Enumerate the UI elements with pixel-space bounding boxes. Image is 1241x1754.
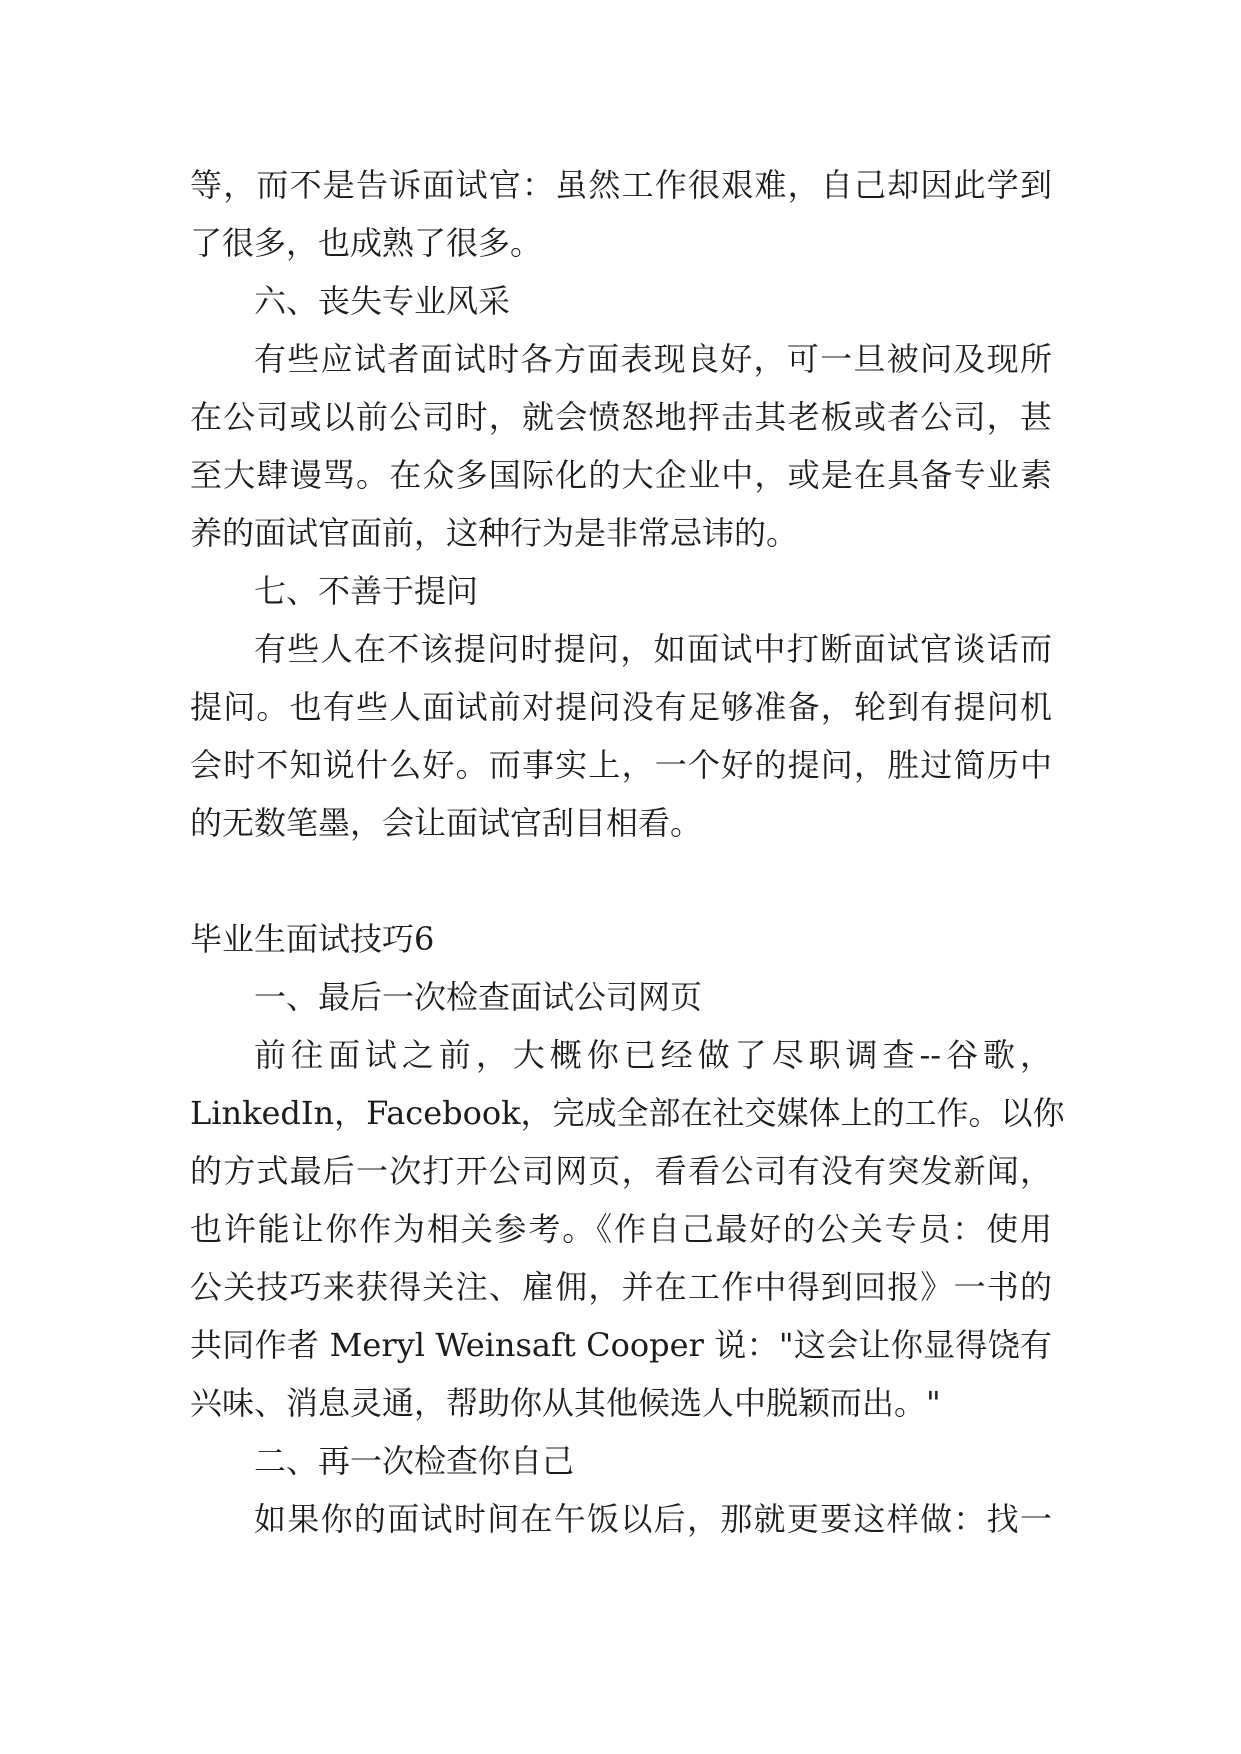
section-title: 毕业生面试技巧6: [190, 920, 435, 958]
text-line: 了很多，也成熟了很多。: [190, 224, 543, 262]
text-line: 等，而不是告诉面试官：虽然工作很艰难，自己却因此学到: [190, 166, 1052, 204]
text-line: 至大肆谩骂。在众多国际化的大企业中，或是在具备专业素: [190, 456, 1052, 494]
text-line: 前往面试之前，大概你已经做了尽职调查--谷歌，: [254, 1036, 1052, 1074]
text-line: 的方式最后一次打开公司网页，看看公司有没有突发新闻，: [190, 1152, 1052, 1190]
paragraph-intro-continued: [190, 156, 1052, 272]
text-line: 提问。也有些人面试前对提问没有足够准备，轮到有提问机: [190, 688, 1052, 726]
text-line: 养的面试官面前，这种行为是非常忌讳的。: [190, 514, 799, 552]
paragraph-questions: [190, 620, 1052, 852]
text-line: 也许能让你作为相关参考。《作自己最好的公关专员：使用: [190, 1210, 1052, 1248]
text-line: 在公司或以前公司时，就会愤怒地抨击其老板或者公司，甚: [190, 398, 1052, 436]
text-line: 兴味、消息灵通，帮助你从其他候选人中脱颖而出。": [190, 1384, 941, 1422]
paragraph-professional: [190, 330, 1052, 562]
heading-one: 一、最后一次检查面试公司网页: [254, 978, 703, 1016]
text-line: LinkedIn，Facebook，完成全部在社交媒体上的工作。以你: [190, 1094, 1065, 1132]
text-line: 公关技巧来获得关注、雇佣，并在工作中得到回报》一书的: [190, 1268, 1052, 1306]
paragraph-check-yourself: [190, 1490, 1052, 1548]
text-line: 的无数笔墨，会让面试官刮目相看。: [190, 804, 703, 842]
text-line: 共同作者 Meryl Weinsaft Cooper 说："这会让你显得饶有: [190, 1326, 1052, 1364]
heading-seven: 七、不善于提问: [254, 572, 479, 610]
text-line: 会时不知说什么好。而事实上，一个好的提问，胜过简历中: [190, 746, 1052, 784]
document-body: [190, 156, 1065, 1548]
paragraph-check-website: [190, 1026, 1065, 1432]
heading-two: 二、再一次检查你自己: [254, 1442, 575, 1480]
text-line: 如果你的面试时间在午饭以后，那就更要这样做：找一: [254, 1500, 1052, 1538]
text-line: 有些应试者面试时各方面表现良好，可一旦被问及现所: [254, 340, 1052, 378]
text-line: 有些人在不该提问时提问，如面试中打断面试官谈话而: [254, 630, 1052, 668]
heading-six: 六、丧失专业风采: [254, 282, 511, 320]
